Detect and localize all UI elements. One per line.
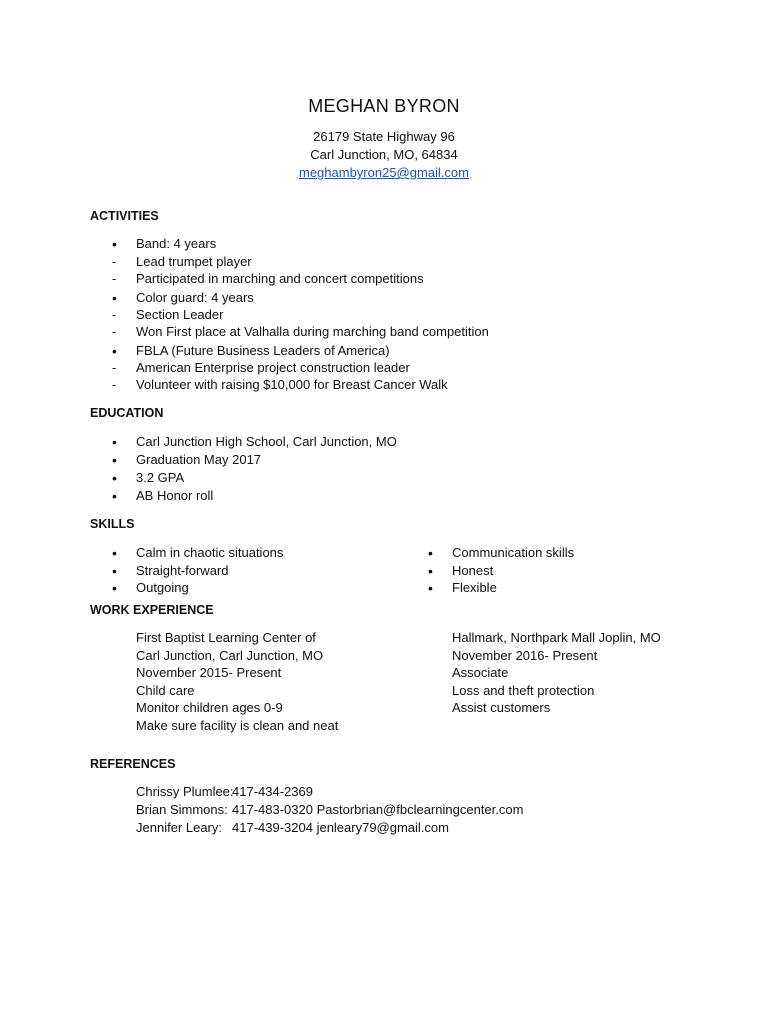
reference-name: Brian Simmons: [136, 802, 228, 817]
reference-details: 417-483-0320 Pastorbrian@fbclearningcenter.com [232, 802, 524, 817]
skill-text: Flexible [452, 580, 497, 595]
reference-name: Chrissy Plumlee: [136, 784, 234, 799]
education-text: AB Honor roll [136, 488, 214, 503]
activity-text: Lead trumpet player [136, 254, 252, 269]
references-heading: REFERENCES [90, 757, 176, 771]
reference-name: Jennifer Leary: [136, 820, 222, 835]
education-heading: EDUCATION [90, 406, 164, 420]
bullet-icon: • [112, 236, 117, 252]
dash-marker: - [112, 307, 117, 322]
bullet-icon: • [112, 434, 117, 450]
bullet-icon: • [112, 563, 117, 579]
activity-text: Participated in marching and concert competitions [136, 271, 424, 286]
activities-heading: ACTIVITIES [90, 209, 159, 223]
work-line: Assist customers [452, 700, 551, 715]
address-line-1: 26179 State Highway 96 [313, 129, 455, 144]
dash-marker: - [112, 254, 117, 269]
work-line: Monitor children ages 0-9 [136, 700, 283, 715]
work-line: Hallmark, Northpark Mall Joplin, MO [452, 630, 661, 645]
bullet-icon: • [112, 545, 117, 561]
bullet-icon: • [112, 580, 117, 596]
bullet-icon: • [112, 470, 117, 486]
skill-text: Straight-forward [136, 563, 229, 578]
bullet-icon: • [428, 563, 433, 579]
work-line: November 2015- Present [136, 665, 282, 680]
work-line: First Baptist Learning Center of [136, 630, 316, 645]
work-line: Make sure facility is clean and neat [136, 718, 339, 733]
bullet-icon: • [112, 452, 117, 468]
activity-text: Band: 4 years [136, 236, 217, 251]
bullet-icon: • [112, 488, 117, 504]
bullet-icon: • [428, 580, 433, 596]
skill-text: Calm in chaotic situations [136, 545, 284, 560]
work-experience-heading: WORK EXPERIENCE [90, 603, 214, 617]
resume-name: MEGHAN BYRON [308, 96, 460, 116]
address-line-2: Carl Junction, MO, 64834 [310, 147, 458, 162]
activity-text: FBLA (Future Business Leaders of America) [136, 343, 390, 358]
reference-details: 417-434-2369 [232, 784, 313, 799]
activity-text: Won First place at Valhalla during marching band competition [136, 324, 489, 339]
email-link-wrapper [0, 164, 768, 182]
work-line: Carl Junction, Carl Junction, MO [136, 648, 324, 663]
work-line: Child care [136, 683, 195, 698]
education-text: 3.2 GPA [136, 470, 185, 485]
dash-marker: - [112, 271, 117, 286]
skill-text: Outgoing [136, 580, 189, 595]
education-text: Carl Junction High School, Carl Junction, MO [136, 434, 397, 449]
education-text: Graduation May 2017 [136, 452, 262, 467]
activity-text: Color guard: 4 years [136, 290, 254, 305]
reference-details: 417-439-3204 jenleary79@gmail.com [232, 820, 449, 835]
email-link[interactable]: meghambyron25@gmail.com [299, 165, 469, 180]
dash-marker: - [112, 360, 117, 375]
skills-heading: SKILLS [90, 517, 135, 531]
bullet-icon: • [112, 343, 117, 359]
work-line: Associate [452, 665, 509, 680]
skill-text: Communication skills [452, 545, 575, 560]
activity-text: Volunteer with raising $10,000 for Breast Cancer Walk [136, 377, 448, 392]
activity-text: American Enterprise project construction leader [136, 360, 410, 375]
skill-text: Honest [452, 563, 494, 578]
work-line: November 2016- Present [452, 648, 598, 663]
dash-marker: - [112, 324, 117, 339]
work-line: Loss and theft protection [452, 683, 595, 698]
bullet-icon: • [428, 545, 433, 561]
bullet-icon: • [112, 290, 117, 306]
dash-marker: - [112, 377, 117, 392]
activity-text: Section Leader [136, 307, 224, 322]
